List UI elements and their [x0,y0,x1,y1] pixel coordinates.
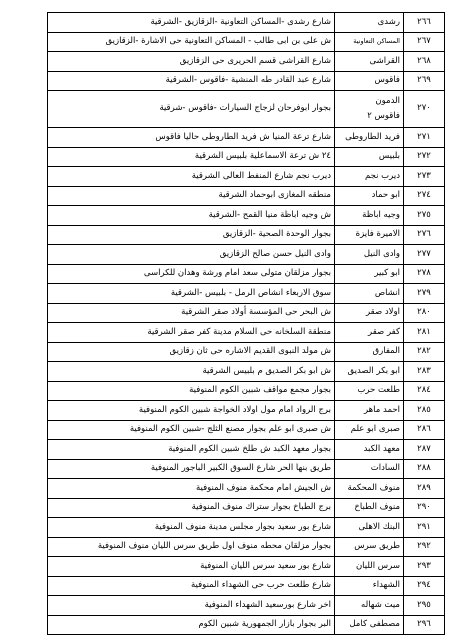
branch-name: رشدى [335,13,404,33]
branch-address: ش على بن ابى طالب - المساكن التعاونية حى الاشارة -الزقازيق [48,32,335,52]
table-row [48,91,445,128]
branch-name: فاقوس [335,71,404,91]
branch-address: ش الجيش امام محكمة منوف المنوفية [48,479,335,499]
row-number: ٢٨١ [404,323,445,343]
table-row [48,323,445,343]
row-number: ٢٨٣ [404,362,445,382]
branch-name: ديرب نجم [335,167,404,187]
table-body [48,13,445,635]
branch-name: ابو حماد [335,186,404,206]
row-number: ٢٨٠ [404,303,445,323]
branch-name: احمد ماهر [335,401,404,421]
table-row [48,206,445,226]
table-row [48,303,445,323]
table-row [48,557,445,577]
table-row [48,52,445,72]
branch-name: السادات [335,459,404,479]
table-row [48,401,445,421]
branch-name: القراشى [335,52,404,72]
branch-address: منطقة السلخانه حى السلام مدينة كفر صقر الشرقية [48,323,335,343]
branch-address: ش وجيه اباظة منيا القمح -الشرقية [48,206,335,226]
row-number: ٢٩٥ [404,596,445,616]
table-row [48,128,445,148]
table-row [48,518,445,538]
row-number: ٢٧٨ [404,264,445,284]
row-number: ٢٨٦ [404,420,445,440]
table-row [48,71,445,91]
table-row [48,498,445,518]
branch-address: بجوار مزلقان محطه منوف اول طريق سرس الليان منوف المنوفية [48,537,335,557]
table-row [48,615,445,635]
branch-address: برج الطباخ بجوار ستراك منوف المنوفية [48,498,335,518]
branch-name: مصطفى كامل [335,615,404,635]
branch-address: سوق الاربعاء انشاص الرمل - بلبيس -الشرقية [48,284,335,304]
row-number: ٢٦٧ [404,32,445,52]
table-row [48,459,445,479]
branch-name: انشاص [335,284,404,304]
table-row [48,479,445,499]
table-row [48,147,445,167]
table-row [48,362,445,382]
branch-address: شارع بور سعيد سرس الليان المنوفية [48,557,335,577]
table-row [48,225,445,245]
branch-name: المساكن التعاونية [335,32,404,52]
branch-name-line1: الدمون [375,95,400,106]
branch-address: ش ابو بكر الصديق م بلبيس الشرقية [48,362,335,382]
row-number: ٢٧٤ [404,186,445,206]
branch-address: منطقه المغازى ابوحماد الشرقية [48,186,335,206]
branch-address: ديرب نجم شارع المنفط العالى الشرقية [48,167,335,187]
branch-name: صبرى ابو علم [335,420,404,440]
branch-address: شارع القراشى قسم الحريرى حى الزقازيق [48,52,335,72]
row-number: ٢٩١ [404,518,445,538]
table-row [48,381,445,401]
branch-name: طلعت حرب [335,381,404,401]
branch-name: المفارق [335,342,404,362]
row-number: ٢٩٦ [404,615,445,635]
row-number: ٢٨٩ [404,479,445,499]
row-number: ٢٩٢ [404,537,445,557]
table-row [48,440,445,460]
row-number: ٢٨٤ [404,381,445,401]
branch-address: بجوار ابوفرحان لزجاج السيارات -فاقوس -شرقية [48,91,335,128]
document-page [47,12,431,635]
row-number: ٢٧٢ [404,147,445,167]
row-number: ٢٨٨ [404,459,445,479]
row-number: ٢٧٥ [404,206,445,226]
branch-name: كفر صقر [335,323,404,343]
branch-name: منوف الطباخ [335,498,404,518]
branch-name: فريد الطاروطى [335,128,404,148]
branch-address: بجوار مجمع مواقف شبين الكوم المنوفية [48,381,335,401]
table-row [48,576,445,596]
branch-address: ش مولد النبوى القديم الاشاره حى ثان زقازيق [48,342,335,362]
branch-address: شارع عبد القادر طه المنشية -فاقوس -الشرقية [48,71,335,91]
branch-name: معهد الكبد [335,440,404,460]
branch-address: ٢٤ ش ترعة الاسماعلية بلبيس الشرقية [48,147,335,167]
branch-address: ش البحر حى المؤسسة أولاد صقر الشرقية [48,303,335,323]
row-number: ٢٧٠ [404,91,445,128]
branch-address: شارع رشدى -المساكن التعاونية -الزقازيق -الشرقية [48,13,335,33]
branch-address: بجوار معهد الكبد ش طلخ شبين الكوم المنوفية [48,440,335,460]
branch-name [335,91,404,128]
table-row [48,342,445,362]
table-row [48,32,445,52]
branch-name: منوف المحكمة [335,479,404,499]
branch-name: بلبيس [335,147,404,167]
branch-name: ابو بكر الصديق [335,362,404,382]
branch-name: طريق سرس [335,537,404,557]
branch-name: وادى النيل [335,245,404,265]
branch-name: الشهداء [335,576,404,596]
table-row [48,186,445,206]
row-number: ٢٨٥ [404,401,445,421]
branch-name: البنك الاهلى [335,518,404,538]
row-number: ٢٧٣ [404,167,445,187]
branch-address: البر بجوار بازار الجمهورية شبين الكوم [48,615,335,635]
table-row [48,284,445,304]
row-number: ٢٦٨ [404,52,445,72]
row-number: ٢٧٧ [404,245,445,265]
branch-name-line2: فاقوس ٢ [367,111,400,121]
branch-address: شارع طلعت حرب حى الشهداء المنوفية [48,576,335,596]
branch-address: شارع ترعة المنيا ش فريد الطاروطى حاليا فاقوس [48,128,335,148]
table-row [48,537,445,557]
branch-name: ميت شهاله [335,596,404,616]
branch-address: بجوار الوحدة الصحية -الزقازيق [48,225,335,245]
table-row [48,13,445,33]
branch-name: الاميرة فايزة [335,225,404,245]
branch-address: طريق بنها الحر شارع السوق الكبير الباجور المنوفية [48,459,335,479]
branch-name: سرس الليان [335,557,404,577]
row-number: ٢٦٦ [404,13,445,33]
row-number: ٢٨٧ [404,440,445,460]
branch-list-table [47,12,445,635]
branch-address: اخر شارع بورسعيد الشهداء المنوفية [48,596,335,616]
row-number: ٢٧٩ [404,284,445,304]
table-row [48,167,445,187]
table-row [48,264,445,284]
table-row [48,596,445,616]
row-number: ٢٩٠ [404,498,445,518]
branch-address: بجوار مزلقان متولى سعد امام ورشة وهدان للكراسى [48,264,335,284]
row-number: ٢٩٤ [404,576,445,596]
row-number: ٢٧٦ [404,225,445,245]
row-number: ٢٨٢ [404,342,445,362]
table-row [48,420,445,440]
branch-address: ش صبرى ابو علم بجوار مصنع الثلج -شبين الكوم المنوفية [48,420,335,440]
table-row [48,245,445,265]
branch-address: شارع بور سعيد بجوار مجلس مدينة منوف المنوفية [48,518,335,538]
branch-name: وجيه اباظة [335,206,404,226]
branch-address: وادى النيل حسن صالح الزقازيق [48,245,335,265]
branch-name: اولاد صقر [335,303,404,323]
branch-name: ابو كبير [335,264,404,284]
branch-address: برج الرواد امام مول اولاد الخواجة شبين الكوم المنوفية [48,401,335,421]
row-number: ٢٩٣ [404,557,445,577]
row-number: ٢٧١ [404,128,445,148]
row-number: ٢٦٩ [404,71,445,91]
